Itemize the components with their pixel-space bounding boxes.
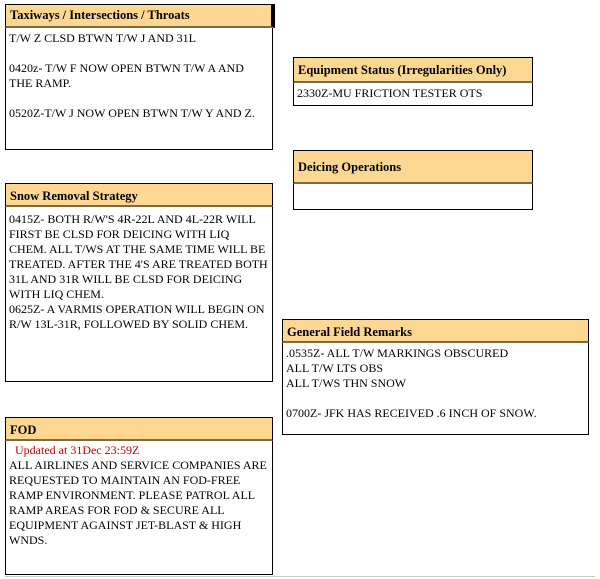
equipment-status-panel — [293, 57, 533, 106]
deicing-operations-body — [293, 184, 533, 210]
general-remarks-line: ALL T/W LTS OBS — [286, 361, 384, 375]
general-field-remarks-title: General Field Remarks — [282, 319, 589, 343]
equipment-status-body — [293, 83, 533, 106]
general-field-remarks-body — [282, 343, 589, 435]
taxiways-line: 0520Z-T/W J NOW OPEN BTWN T/W Y AND Z. — [9, 106, 255, 120]
taxiways-line-spacer — [9, 91, 269, 106]
taxiways-line-spacer — [9, 46, 269, 61]
bottom-divider — [5, 576, 595, 577]
snow-removal-title: Snow Removal Strategy — [5, 183, 273, 207]
deicing-operations-panel — [293, 150, 533, 210]
general-remarks-line: .0535Z- ALL T/W MARKINGS OBSCURED — [286, 346, 509, 360]
fod-panel — [5, 417, 273, 575]
fod-title: FOD — [5, 417, 273, 441]
equipment-status-title: Equipment Status (Irregularities Only) — [293, 57, 533, 83]
taxiways-panel-title: Taxiways / Intersections / Throats — [5, 4, 275, 28]
general-field-remarks-panel — [282, 319, 589, 435]
general-remarks-line: ALL T/WS THN SNOW — [286, 376, 407, 390]
taxiways-line: 0420z- T/W F NOW OPEN BTWN T/W A AND THE RAMP. — [9, 61, 247, 90]
general-remarks-line: 0700Z- JFK HAS RECEIVED .6 INCH OF SNOW. — [286, 406, 537, 420]
equipment-status-line: 2330Z-MU FRICTION TESTER OTS — [297, 86, 483, 100]
snow-removal-body — [5, 207, 273, 382]
general-remarks-spacer — [286, 391, 585, 406]
snow-removal-panel — [5, 183, 273, 382]
taxiways-panel-body — [5, 28, 273, 150]
taxiways-panel — [5, 4, 273, 150]
fod-body — [5, 441, 273, 575]
snow-removal-line: 0415Z- BOTH R/W'S 4R-22L AND 4L-22R WILL FIRST BE CLSD FOR DEICING WITH LIQ CHEM. ALL T/WS AT THE SAME TIME WILL BE TREATED. AFTER THE 4'S ARE TREATED BOTH 31L AND 31R WILL BE CLSD FOR DEICING WITH LIQ CHEM. — [9, 212, 271, 301]
taxiways-line: T/W Z CLSD BTWN T/W J AND 31L — [9, 31, 196, 45]
fod-updated-timestamp: Updated at 31Dec 23:59Z — [15, 443, 140, 457]
snow-removal-line: 0625Z- A VARMIS OPERATION WILL BEGIN ON R/W 13L-31R, FOLLOWED BY SOLID CHEM. — [9, 302, 268, 331]
fod-line: ALL AIRLINES AND SERVICE COMPANIES ARE REQUESTED TO MAINTAIN AN FOD-FREE RAMP ENVIRONMENT. PLEASE PATROL ALL RAMP AREAS FOR FOD & SECURE ALL EQUIPMENT AGAINST JET-BLAST & HIGH WNDS. — [9, 458, 270, 547]
deicing-operations-title: Deicing Operations — [293, 150, 533, 184]
